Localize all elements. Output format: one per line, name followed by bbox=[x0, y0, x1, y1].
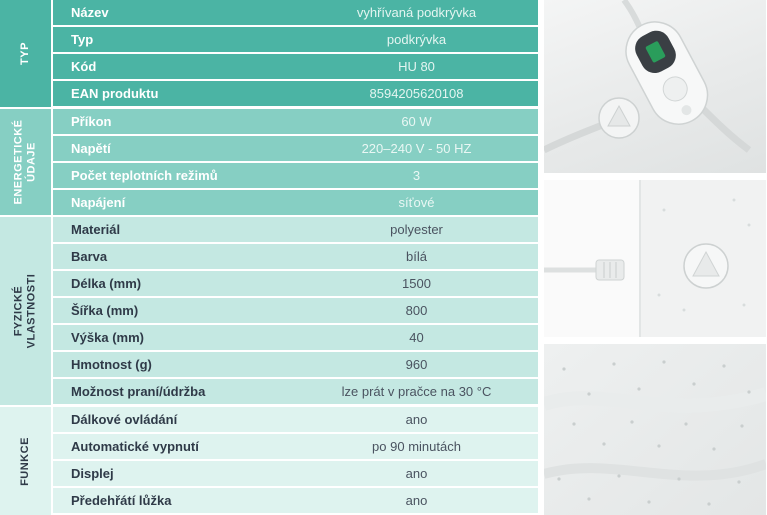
spec-value: 960 bbox=[405, 357, 428, 372]
spec-key: Kód bbox=[71, 59, 97, 74]
spec-row-prani bbox=[53, 379, 538, 404]
spec-value: lze prát v pračce na 30 °C bbox=[341, 384, 492, 399]
spec-key: Výška (mm) bbox=[71, 330, 144, 345]
spec-value: ano bbox=[405, 466, 428, 481]
spec-row-predehrati bbox=[53, 488, 538, 513]
spec-key: Displej bbox=[71, 466, 114, 481]
spec-row-rezimy bbox=[53, 163, 538, 188]
section-label-line2: ÚDAJE bbox=[25, 142, 38, 182]
spec-row-sirka bbox=[53, 298, 538, 323]
section-fyzicke-vlastnosti bbox=[0, 217, 538, 405]
section-label-funkce: FUNKCE bbox=[0, 407, 51, 515]
spec-row-dalkove bbox=[53, 407, 538, 432]
spec-row-prikon bbox=[53, 109, 538, 134]
spec-key: Materiál bbox=[71, 222, 121, 237]
spec-row-delka bbox=[53, 271, 538, 296]
controller-illustration bbox=[544, 0, 766, 173]
spec-key: Možnost praní/údržba bbox=[71, 384, 206, 399]
spec-row-nazev bbox=[53, 0, 538, 25]
spec-value: ano bbox=[405, 412, 428, 427]
spec-key: Napětí bbox=[71, 141, 111, 156]
spec-row-ean bbox=[53, 81, 538, 106]
spec-row-vypnuti bbox=[53, 434, 538, 459]
spec-value: 1500 bbox=[402, 276, 431, 291]
spec-key: Název bbox=[71, 5, 109, 20]
section-label-line2: VLASTNOSTI bbox=[25, 273, 38, 349]
spec-value: bílá bbox=[406, 249, 427, 264]
spec-key: Napájení bbox=[71, 195, 126, 210]
spec-value: 8594205620108 bbox=[369, 86, 464, 101]
section-typ bbox=[0, 0, 538, 107]
spec-row-displej bbox=[53, 461, 538, 486]
spec-row-vyska bbox=[53, 325, 538, 350]
product-photo-controller bbox=[544, 0, 766, 173]
spec-row-barva bbox=[53, 244, 538, 269]
spec-value: 800 bbox=[405, 303, 428, 318]
section-funkce bbox=[0, 407, 538, 515]
spec-key: Dálkové ovládání bbox=[71, 412, 178, 427]
spec-key: Délka (mm) bbox=[71, 276, 142, 291]
spec-key: Barva bbox=[71, 249, 108, 264]
spec-key: EAN produktu bbox=[71, 86, 159, 101]
section-energeticke-udaje bbox=[0, 109, 538, 215]
spec-value: po 90 minutách bbox=[372, 439, 461, 454]
spec-key: Hmotnost (g) bbox=[71, 357, 152, 372]
spec-value: síťové bbox=[398, 195, 435, 210]
spec-key: Předehřátí lůžka bbox=[71, 493, 172, 508]
spec-key: Automatické vypnutí bbox=[71, 439, 199, 454]
spec-key: Šířka (mm) bbox=[71, 303, 139, 318]
spec-row-napeti bbox=[53, 136, 538, 161]
fabric-illustration bbox=[544, 344, 766, 515]
section-label-fyzicke bbox=[0, 217, 51, 405]
product-photo-fabric bbox=[544, 344, 766, 515]
spec-value: 3 bbox=[412, 168, 421, 183]
spec-value: 220–240 V - 50 HZ bbox=[361, 141, 472, 156]
spec-row-kod bbox=[53, 54, 538, 79]
spec-row-hmotnost bbox=[53, 352, 538, 377]
spec-row-napajeni bbox=[53, 190, 538, 215]
section-label-typ: TYP bbox=[0, 0, 51, 107]
connector-illustration bbox=[544, 180, 766, 337]
spec-value: 60 W bbox=[401, 114, 432, 129]
spec-key: Počet teplotních režimů bbox=[71, 168, 218, 183]
spec-key: Typ bbox=[71, 32, 94, 47]
spec-value: polyester bbox=[390, 222, 443, 237]
section-label-line1: ENERGETICKÉ bbox=[12, 119, 25, 205]
spec-key: Příkon bbox=[71, 114, 112, 129]
section-label-energeticke bbox=[0, 109, 51, 215]
spec-value: podkrývka bbox=[386, 32, 447, 47]
spec-row-typ bbox=[53, 27, 538, 52]
spec-value: vyhřívaná podkrývka bbox=[356, 5, 477, 20]
product-photo-connector bbox=[544, 180, 766, 337]
section-label-line1: FYZICKÉ bbox=[12, 285, 25, 337]
spec-row-material bbox=[53, 217, 538, 242]
spec-value: ano bbox=[405, 493, 428, 508]
spec-value: 40 bbox=[409, 330, 424, 345]
spec-value: HU 80 bbox=[398, 59, 435, 74]
